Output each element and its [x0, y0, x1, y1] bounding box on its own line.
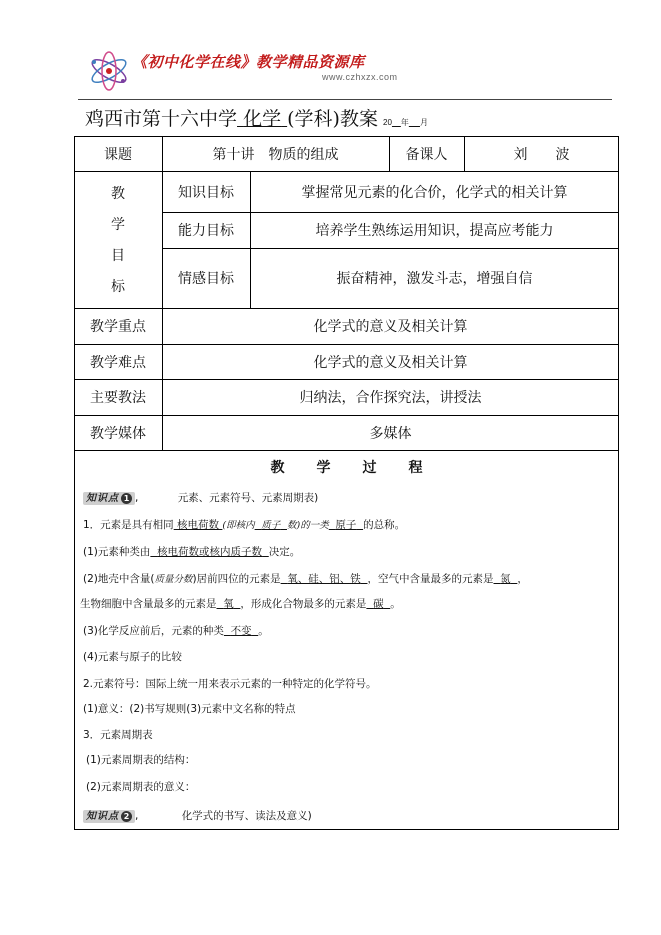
content-line-7: 2.元素符号：国际上统一用来表示元素的一种特定的化学符号。 — [83, 678, 377, 690]
objectives-label: 教 学 目 标 — [111, 185, 125, 296]
media-label: 教学媒体 — [90, 425, 146, 442]
content-line-6: (4)元素与原子的比较 — [83, 651, 182, 663]
method-value: 归纳法，合作探究法，讲授法 — [299, 390, 482, 406]
ability-goal-label: 能力目标 — [178, 223, 234, 239]
preparer-label: 备课人 — [405, 146, 448, 163]
banner-divider — [78, 99, 612, 100]
method-label: 主要教法 — [90, 390, 146, 406]
page-title — [85, 104, 645, 132]
topic-value: 第十讲 物质的组成 — [212, 146, 339, 163]
difficulty-value: 化学式的意义及相关计算 — [313, 354, 468, 371]
media-value: 多媒体 — [369, 425, 412, 442]
knowledge-point-1: 知识点 1 , 元素、元素符号、元素周期表) — [83, 490, 318, 505]
knowledge-goal-value: 掌握常见元素的化合价，化学式的相关计算 — [301, 184, 568, 201]
emotion-goal-label: 情感目标 — [178, 271, 234, 287]
content-line-9: 3．元素周期表 — [83, 729, 153, 741]
content-line-10: (1)元素周期表的结构： — [86, 754, 196, 766]
knowledge-goal-label: 知识目标 — [178, 184, 234, 201]
focus-value: 化学式的意义及相关计算 — [313, 319, 468, 335]
knowledge-point-badge: 知识点 2 — [83, 810, 135, 823]
preparer-value: 刘 波 — [513, 146, 570, 163]
subject-suffix: (学科)教案 — [287, 108, 378, 130]
content-line-3: (2)地壳中含量(质量分数)居前四位的元素是 氧、硅、铝、铁 ，空气中含量最多的元素是 氮 ， — [83, 573, 528, 585]
content-line-8: (1)意义：(2)书写规则(3)元素中文名称的特点 — [83, 703, 296, 715]
emotion-goal-value: 振奋精神，激发斗志，增强自信 — [336, 271, 533, 287]
knowledge-point-2: 知识点 2 , 化学式的书写、读法及意义) — [83, 808, 312, 823]
content-line-4: 生物细胞中含量最多的元素是 氧 ，形成化合物最多的元素是 碳 。 — [80, 598, 401, 610]
atom-logo-icon — [86, 48, 132, 94]
ability-goal-value: 培养学生熟练运用知识，提高应考能力 — [315, 223, 554, 239]
topic-label: 课题 — [104, 146, 132, 163]
banner-title: 《初中化学在线》教学精品资源库 — [132, 53, 365, 71]
content-line-11: (2)元素周期表的意义： — [86, 781, 196, 793]
focus-label: 教学重点 — [90, 319, 146, 335]
banner-url: www.czhxzx.com — [322, 72, 398, 82]
date-line: 20 年 月 — [383, 118, 428, 127]
knowledge-point-badge: 知识点 1 — [83, 492, 135, 505]
content-line-2: (1)元素种类由 核电荷数或核内质子数 决定。 — [83, 546, 301, 558]
subject-name: 化学 — [243, 108, 282, 130]
content-line-1: 1．元素是具有相同 核电荷数 (即核内 质子 数)的一类 原子 的总称。 — [83, 519, 406, 531]
school-name: 鸡西市第十六中学 — [85, 108, 238, 130]
table-rule — [74, 450, 619, 451]
difficulty-label: 教学难点 — [90, 354, 146, 371]
process-title: 教学过程 — [270, 460, 455, 476]
content-line-5: (3)化学反应前后，元素的种类 不变 。 — [83, 625, 269, 637]
